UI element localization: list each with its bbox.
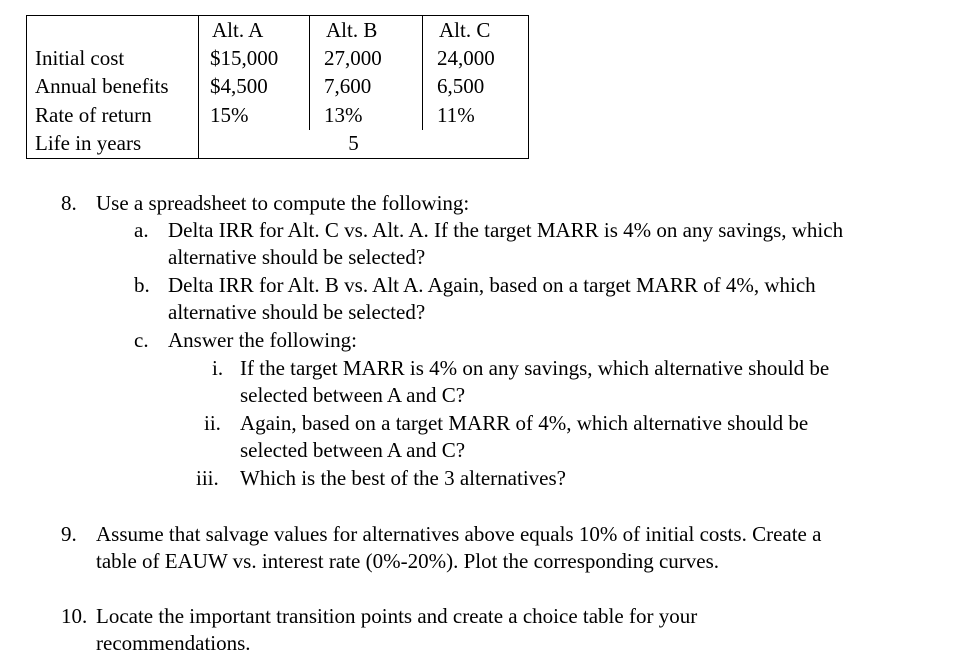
q8c-ii-line1: Again, based on a target MARR of 4%, which alternative should be xyxy=(240,411,809,435)
q8c-i-marker: i. xyxy=(212,356,224,380)
row-label: Initial cost xyxy=(27,44,199,72)
q8a-line1: Delta IRR for Alt. C vs. Alt. A. If the target MARR is 4% on any savings, which xyxy=(168,218,844,242)
row-label: Life in years xyxy=(27,130,199,159)
q8b-line2: alternative should be selected? xyxy=(168,300,426,324)
cell-alt-c: 11% xyxy=(423,101,529,129)
q8a-line2: alternative should be selected? xyxy=(168,245,426,269)
q8-text: Use a spreadsheet to compute the following: xyxy=(96,191,470,215)
table-header-alt-c: Alt. C xyxy=(423,16,529,45)
cell-alt-a: 15% xyxy=(199,101,310,129)
cell-alt-c: 6,500 xyxy=(423,73,529,101)
q8b-marker: b. xyxy=(134,273,150,297)
q8c-iii-text: Which is the best of the 3 alternatives? xyxy=(240,466,566,490)
q9-line1: Assume that salvage values for alternatives above equals 10% of initial costs. Create a xyxy=(96,522,822,546)
row-label: Annual benefits xyxy=(27,73,199,101)
life-value: 5 xyxy=(348,131,359,156)
q8c-i-line2: selected between A and C? xyxy=(240,383,466,407)
q8a-marker: a. xyxy=(134,218,149,242)
table-header-alt-b: Alt. B xyxy=(310,16,423,45)
q9-line2: table of EAUW vs. interest rate (0%-20%). Plot the corresponding curves. xyxy=(96,549,720,573)
q10-number: 10. xyxy=(61,604,88,628)
q8-number: 8. xyxy=(61,191,77,215)
cell-alt-a: $4,500 xyxy=(199,73,310,101)
cell-alt-a: $15,000 xyxy=(199,44,310,72)
cell-alt-b: 27,000 xyxy=(310,44,423,72)
cell-alt-b: 13% xyxy=(310,101,423,129)
cell-alt-b: 7,600 xyxy=(310,73,423,101)
q8c-text: Answer the following: xyxy=(168,328,357,352)
q10-line2: recommendations. xyxy=(96,631,251,655)
cell-alt-c: 24,000 xyxy=(423,44,529,72)
row-label: Rate of return xyxy=(27,101,199,129)
q8c-iii-marker: iii. xyxy=(196,466,219,490)
q10-line1: Locate the important transition points and create a choice table for your xyxy=(96,604,698,628)
q9-number: 9. xyxy=(61,522,77,546)
table-header-alt-a: Alt. A xyxy=(199,16,310,45)
q8c-i-line1: If the target MARR is 4% on any savings, which alternative should be xyxy=(240,356,830,380)
q8c-marker: c. xyxy=(134,328,149,352)
q8b-line1: Delta IRR for Alt. B vs. Alt A. Again, based on a target MARR of 4%, which xyxy=(168,273,816,297)
q8c-ii-marker: ii. xyxy=(204,411,221,435)
q8c-ii-line2: selected between A and C? xyxy=(240,438,466,462)
